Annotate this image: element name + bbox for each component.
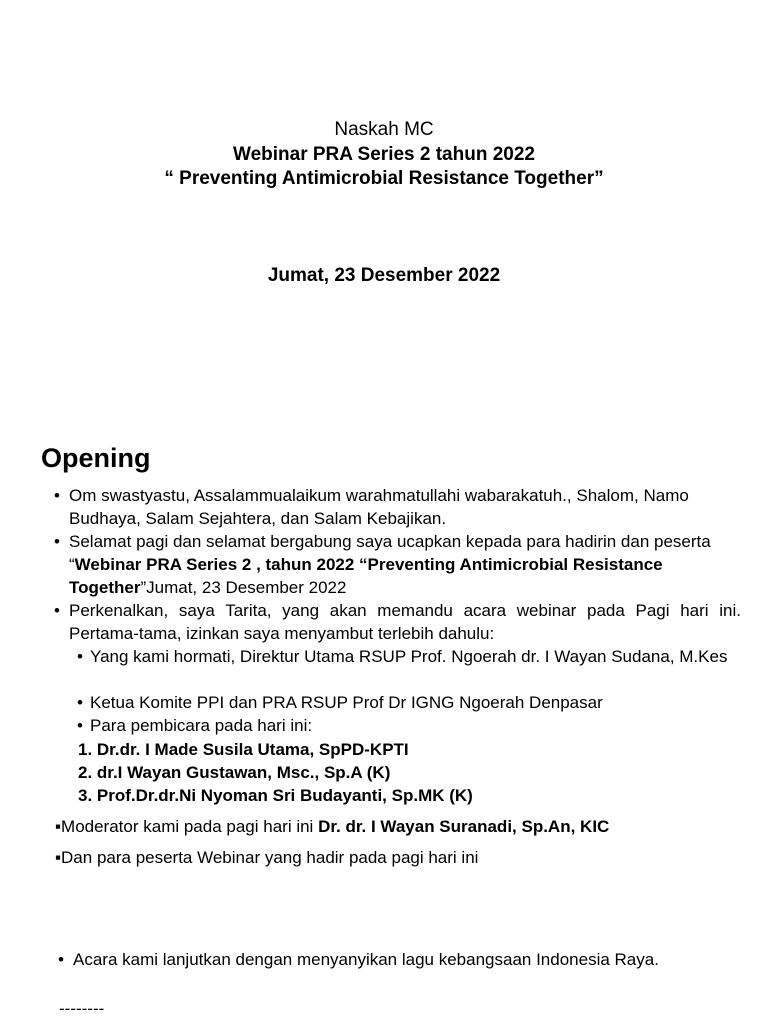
- bullet-icon: •: [54, 486, 60, 505]
- moderator-text: Moderator kami pada pagi hari ini: [61, 817, 319, 836]
- sub-item-director: [77, 645, 741, 668]
- committee-text: Ketua Komite PPI dan PRA RSUP Prof Dr IGNG Ngoerah Denpasar: [90, 693, 603, 712]
- welcome-webinar-name: Webinar PRA Series 2 , tahun 2022 “Preventing Antimicrobial Resistance Together: [69, 555, 663, 597]
- list-item-welcome: [54, 530, 714, 599]
- speakers-intro-text: Para pembicara pada hari ini:: [90, 716, 313, 735]
- participants-text: Dan para peserta Webinar yang hadir pada pagi hari ini: [61, 848, 479, 867]
- greeting-text: Om swastyastu, Assalammualaikum warahmatullahi wabarakatuh., Shalom, Namo Budhaya, Salam Sejahtera, dan Salam Kebajikan.: [69, 486, 689, 528]
- moderator-name: Dr. dr. I Wayan Suranadi, Sp.An, KIC: [318, 817, 610, 836]
- bullet-icon: •: [77, 647, 83, 666]
- introduction-text: Perkenalkan, saya Tarita, yang akan memandu acara webinar pada Pagi hari ini. Pertama-tama, izinkan saya menyambut terlebih dahulu:: [69, 601, 741, 643]
- speaker-1: 1. Dr.dr. I Made Susila Utama, SpPD-KPTI: [78, 740, 409, 759]
- list-item-anthem: [58, 948, 693, 971]
- participants-line: [55, 846, 478, 869]
- separator-dashes: --------: [59, 999, 105, 1018]
- anthem-text: Acara kami lanjutkan dengan menyanyikan lagu kebangsaan Indonesia Raya.: [73, 950, 659, 969]
- speaker-2: 2. dr.I Wayan Gustawan, Msc., Sp.A (K): [78, 763, 391, 782]
- moderator-line: [55, 815, 609, 838]
- sub-item-committee: [77, 691, 741, 714]
- doc-title: Naskah MC: [334, 119, 434, 140]
- welcome-text-pre: Selamat pagi dan selamat bergabung saya ucapkan kepada para hadirin dan peserta “: [69, 532, 711, 574]
- list-item-greeting: [54, 484, 729, 530]
- event-date: Jumat, 23 Desember 2022: [267, 265, 501, 286]
- square-bullet-icon: ▪: [55, 848, 62, 867]
- welcome-text-post: ”Jumat, 23 Desember 2022: [140, 578, 347, 597]
- bullet-icon: •: [77, 693, 83, 712]
- webinar-theme: “ Preventing Antimicrobial Resistance Together”: [164, 168, 604, 189]
- bullet-icon: •: [58, 950, 64, 969]
- sub-item-speakers: [77, 714, 741, 737]
- webinar-title: Webinar PRA Series 2 tahun 2022: [232, 144, 535, 165]
- bullet-icon: •: [77, 716, 83, 735]
- speaker-3: 3. Prof.Dr.dr.Ni Nyoman Sri Budayanti, Sp.MK (K): [78, 786, 473, 805]
- director-text: Yang kami hormati, Direktur Utama RSUP Prof. Ngoerah dr. I Wayan Sudana, M.Kes: [90, 647, 728, 666]
- bullet-icon: •: [54, 532, 60, 551]
- section-heading-opening: Opening: [41, 443, 151, 473]
- square-bullet-icon: ▪: [55, 817, 62, 836]
- list-item-introduction: [54, 599, 741, 645]
- bullet-icon: •: [54, 601, 60, 620]
